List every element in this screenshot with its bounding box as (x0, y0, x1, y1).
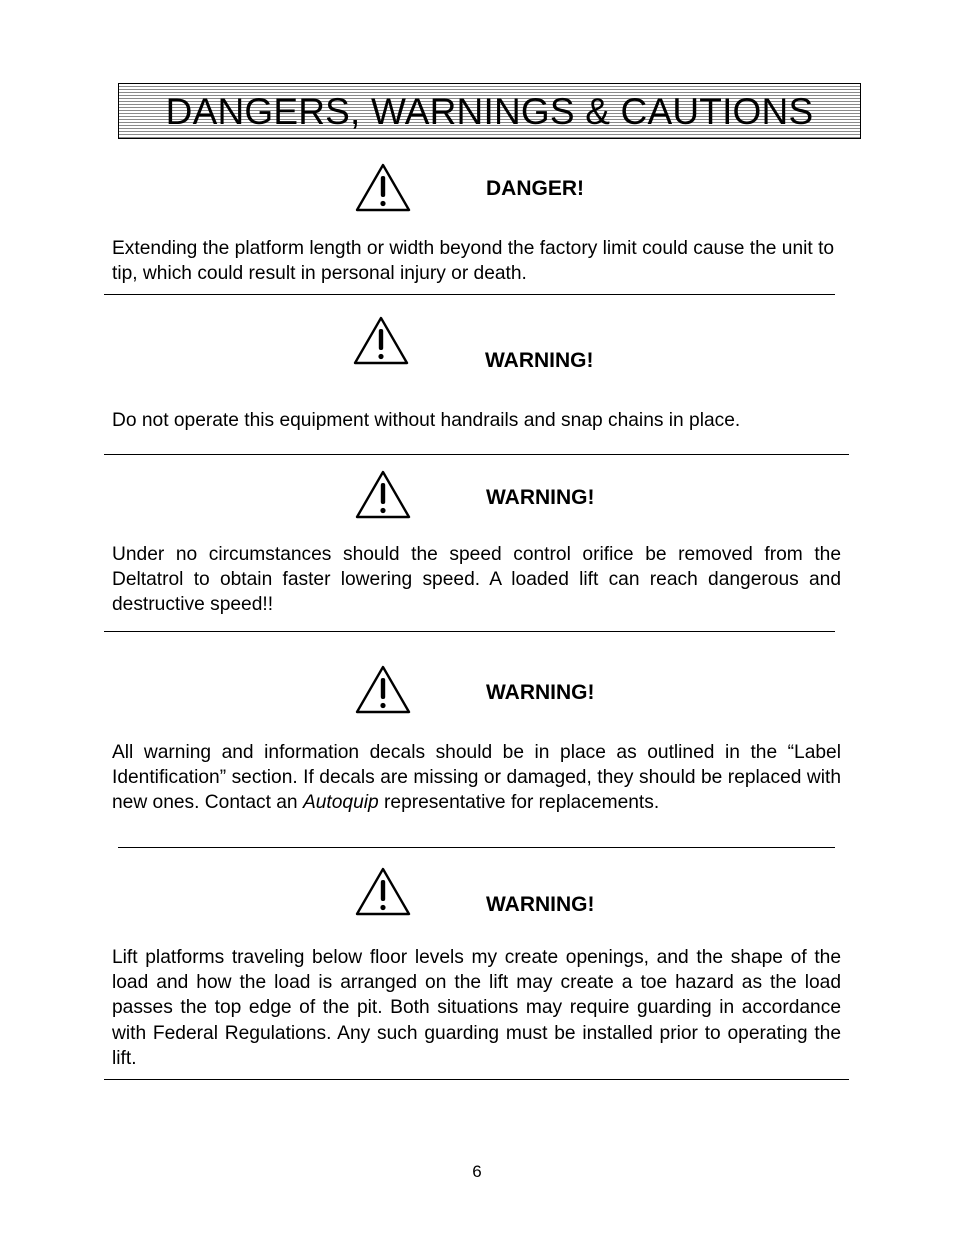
section-heading: DANGER! (486, 177, 584, 200)
section-heading: WARNING! (486, 486, 595, 509)
page-title: DANGERS, WARNINGS & CAUTIONS (165, 90, 814, 132)
title-banner (118, 83, 861, 139)
section-text-part: All warning and information decals should be in place as outlined in the “Label Identification” section. If decals are missing or damaged, they should be replaced with new ones. Contact an (112, 742, 841, 814)
section-divider (104, 631, 835, 632)
brand-name-emphasis: Autoquip (302, 792, 379, 814)
section-divider (104, 1079, 849, 1080)
warning-triangle-icon (355, 866, 411, 916)
warning-triangle-icon (355, 664, 411, 714)
section-text: Lift platforms traveling below floor levels my create openings, and the shape of the load and how the load is arranged on the lift may create a toe hazard as the load passes the top edge of the pit. Both situations may require guarding in accordance with Federal Regulations. Any such guarding must be installed prior to operating the lift. (112, 947, 841, 1069)
section-divider (104, 294, 835, 295)
section-heading: WARNING! (486, 681, 595, 704)
warning-triangle-icon (353, 315, 409, 365)
warning-triangle-icon (355, 469, 411, 519)
warning-triangle-icon (355, 162, 411, 212)
section-text: Under no circumstances should the speed control orifice be removed from the Deltatrol to obtain faster lowering speed. A loaded lift can reach dangerous and destructive speed!! (112, 544, 841, 616)
section-divider (118, 847, 835, 848)
section-text (112, 740, 841, 816)
section-text-part: representative for replacements. (378, 792, 660, 814)
section-divider (104, 454, 849, 455)
section-text: Extending the platform length or width beyond the factory limit could cause the unit to tip, which could result in personal injury or death. (112, 238, 835, 285)
section-text: Do not operate this equipment without handrails and snap chains in place. (112, 410, 741, 431)
page-number: 6 (472, 1162, 482, 1181)
section-heading: WARNING! (486, 893, 595, 916)
section-heading: WARNING! (485, 349, 594, 372)
